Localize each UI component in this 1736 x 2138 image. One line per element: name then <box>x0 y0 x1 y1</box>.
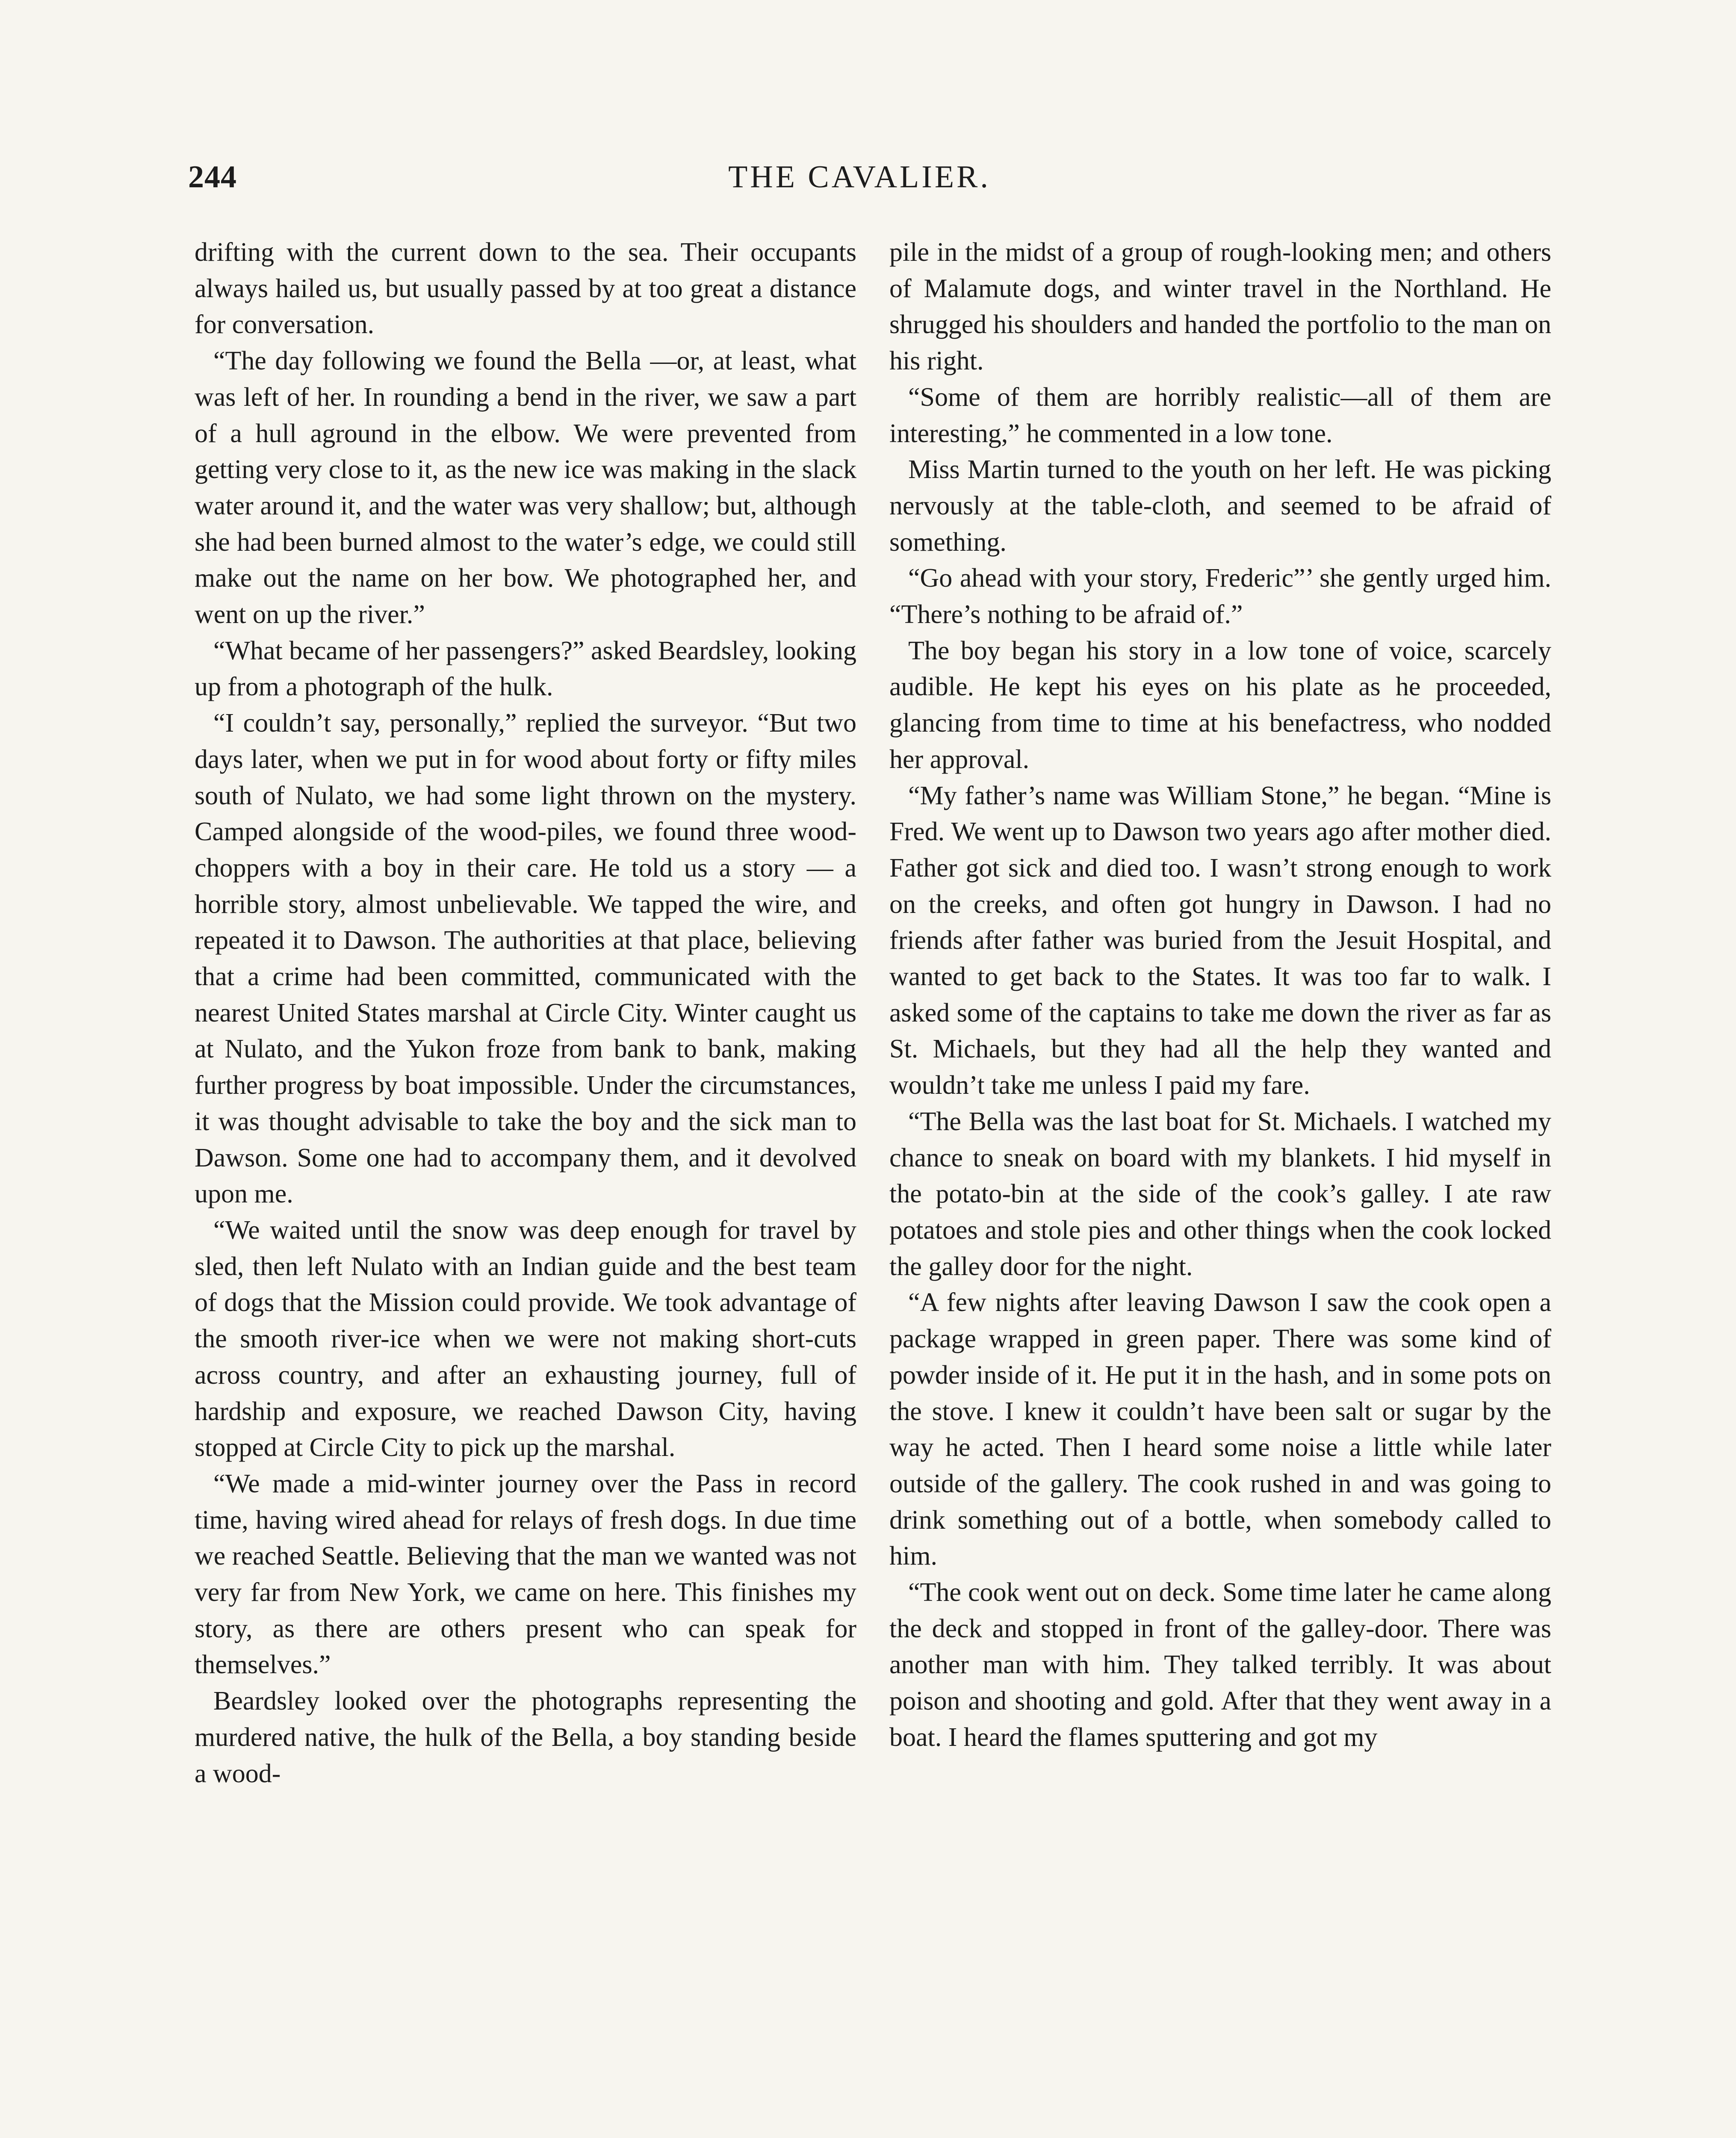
paragraph: “My father’s name was William Stone,” he began. “Mine is Fred. We went up to Dawson two years ago after mother died. Father got sick and died too. I wasn’t strong enough to work on the creeks, and often got hungry in Dawson. I had no friends after father was buried from the Jesuit Hospital, and wanted to get back to the States. It was too far to walk. I asked some of the captains to take me down the river as far as St. Michaels, but they had all the help they wanted and wouldn’t take me unless I paid my fare. <box>889 781 1551 1100</box>
paragraph: “The cook went out on deck. Some time later he came along the deck and stopped in front of the galley-door. There was another man with him. They talked terribly. It was about poison and shooting and gold. After that they went away in a boat. I heard the flames sputtering and got my <box>889 1578 1551 1752</box>
paragraph: Miss Martin turned to the youth on her left. He was picking nervously at the table-cloth, and seemed to be afraid of something. <box>889 455 1551 557</box>
paragraph: “What became of her passengers?” asked Beardsley, looking up from a photograph of the hulk. <box>195 636 857 702</box>
paragraph: “We made a mid-winter journey over the Pass in record time, having wired ahead for relays of fresh dogs. In due time we reached Seattle. Believing that the man we wanted was not very far from New York, we came on here. This finishes my story, as there are others present who can speak for themselves.” <box>195 1469 856 1680</box>
left-column <box>195 234 856 1792</box>
paragraph: “We waited until the snow was deep enough for travel by sled, then left Nulato with an Indian guide and the best team of dogs that the Mission could provide. We took advantage of the smooth river-ice when we were not making short-cuts across country, and after an exhausting journey, full of hardship and exposure, we reached Dawson City, having stopped at Circle City to pick up the marshal. <box>195 1215 856 1462</box>
paragraph: “Go ahead with your story, Frederic”’ she gently urged him. “There’s nothing to be afraid of.” <box>889 564 1551 629</box>
paragraph: “I couldn’t say, personally,” replied the surveyor. “But two days later, when we put in for wood about forty or fifty miles south of Nulato, we had some light thrown on the mystery. Camped alongside of the wood-piles, we found three wood-choppers with a boy in their care. He told us a story — a horrible story, almost unbelievable. We tapped the wire, and repeated it to Dawson. The authorities at that place, believing that a crime had been committed, communicated with the nearest United States marshal at Circle City. Winter caught us at Nulato, and the Yukon froze from bank to bank, making further progress by boat impossible. Under the circumstances, it was thought advisable to take the boy and the sick man to Dawson. Some one had to accompany them, and it devolved upon me. <box>195 709 856 1209</box>
paragraph: “The Bella was the last boat for St. Michaels. I watched my chance to sneak on board with my blankets. I hid myself in the potato-bin at the side of the cook’s galley. I ate raw potatoes and stole pies and other things when the cook locked the galley door for the night. <box>889 1107 1551 1281</box>
running-head-title: THE CAVALIER. <box>728 159 991 195</box>
page-number: 244 <box>188 159 237 195</box>
paragraph: “A few nights after leaving Dawson I saw the cook open a package wrapped in green paper. There was some kind of powder inside of it. He put it in the hash, and in some pots on the stove. I knew it couldn’t have been salt or sugar by the way he acted. Then I heard some noise a little while later outside of the gallery. The cook rushed in and was going to drink something out of a bottle, when somebody called to him. <box>889 1288 1551 1571</box>
paragraph: “Some of them are horribly realistic—all of them are interesting,” he commented in a low tone. <box>889 382 1551 448</box>
paragraph: The boy began his story in a low tone of voice, scarcely audible. He kept his eyes on his plate as he proceeded, glancing from time to time at his benefactress, who nodded her approval. <box>889 636 1551 774</box>
paragraph: Beardsley looked over the photographs representing the murdered native, the hulk of the Bella, a boy standing beside a wood- <box>195 1686 856 1788</box>
page-header <box>188 159 1531 210</box>
right-column <box>889 234 1551 1756</box>
paragraph: “The day following we found the Bella —or, at least, what was left of her. In rounding a bend in the river, we saw a part of a hull aground in the elbow. We were prevented from getting very close to it, as the new ice was making in the slack water around it, and the water was very shallow; but, although she had been burned almost to the water’s edge, we could still make out the name on her bow. We photographed her, and went on up the river.” <box>195 346 856 629</box>
paragraph: pile in the midst of a group of rough-looking men; and others of Malamute dogs, and winter travel in the Northland. He shrugged his shoulders and handed the portfolio to the man on his right. <box>889 238 1551 376</box>
paragraph: drifting with the current down to the sea. Their occupants always hailed us, but usually passed by at too great a distance for conversation. <box>195 238 856 340</box>
